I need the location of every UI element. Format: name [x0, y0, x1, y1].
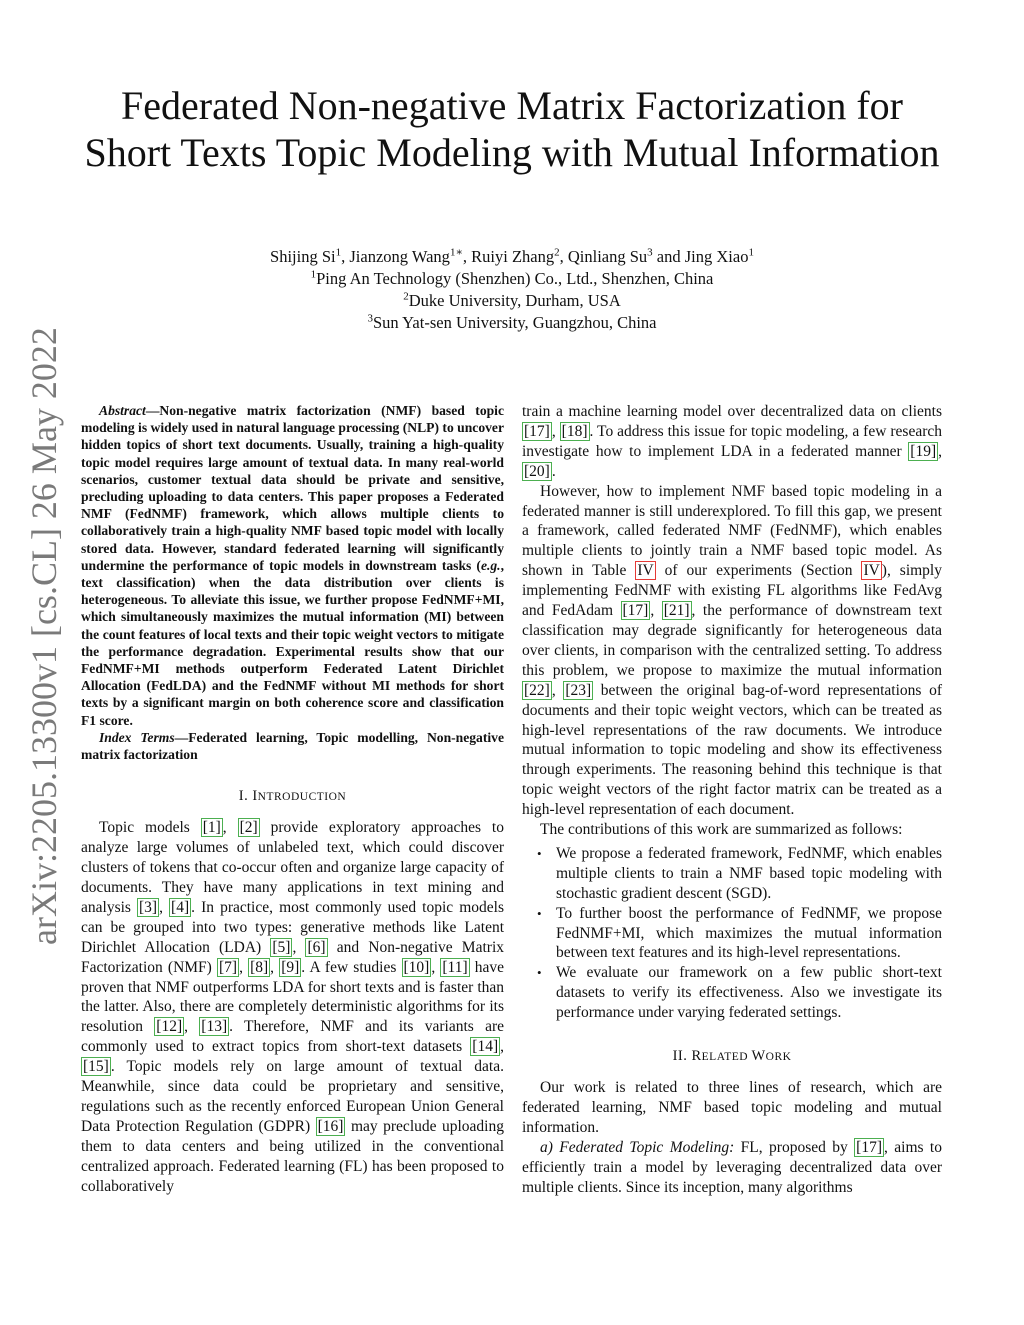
- section-number: II. R: [672, 1048, 702, 1065]
- author-name: , Qinliang Su: [559, 247, 648, 266]
- paragraph: [522, 1138, 942, 1198]
- affiliation-sup: 1: [310, 268, 317, 281]
- citation-link[interactable]: [17]: [524, 422, 550, 440]
- text: ,: [222, 819, 238, 837]
- section-number: I. I: [238, 788, 258, 805]
- text: ,: [650, 602, 662, 620]
- affiliation-text: Duke University, Durham, USA: [408, 291, 621, 310]
- list-item-text: We evaluate our framework on a few public short-text datasets to verify its effectiveness. Also we investigate its performance under varying federated settings.: [556, 964, 942, 1022]
- text: provide exploratory approaches to analyze large volumes of unlabeled text, which could discover clusters of tokens that co-occur often and organize large capacity of documents. They have many applications in text mining and analysis: [81, 819, 504, 916]
- author-name: , Jianzong Wang: [341, 247, 450, 266]
- list-item: [537, 844, 942, 904]
- citation-link[interactable]: [18]: [561, 422, 588, 440]
- text: ,: [270, 958, 280, 976]
- text: , the performance of downstream text classification may degrade significantly for heterogeneous data over clients, in comparison with the centralized setting. To address this problem, we propose to maximize the mutual information: [522, 602, 943, 679]
- author-sup: 3: [647, 246, 653, 259]
- text: have proven that NMF outperforms LDA for short texts and is faster than the latter. Also, there are completely deterministic algorithms for its resolution: [81, 958, 505, 1036]
- author-block: [80, 246, 944, 334]
- text: Topic models: [99, 819, 201, 837]
- text: ), simply implementing FedNMF with existing FL algorithms like FedAvg and FedAdam: [522, 562, 942, 620]
- list-item-text: We propose a federated framework, FedNMF, which enables multiple clients to train a NMF based topic modeling with stochastic gradient descent (SGD).: [556, 844, 942, 902]
- left-column: [81, 402, 504, 1196]
- citation-link[interactable]: [21]: [663, 602, 690, 620]
- bullet-icon: •: [537, 905, 542, 921]
- text: ,: [938, 442, 942, 460]
- citation-link[interactable]: [20]: [524, 462, 550, 480]
- text: . Topic models rely on large amount of textual data. Meanwhile, since data could be proprietary and sensitive, regulations such as the recently enforced European Union General Data Protection Regulation (GDPR): [81, 1058, 504, 1135]
- section-title: ORK: [765, 1051, 792, 1064]
- list-item-text: To further boost the performance of FedNMF, we propose FedNMF+MI, which maximizes the mutual information between text features and its high-level representations.: [556, 904, 942, 962]
- index-terms: [81, 729, 504, 763]
- citation-link[interactable]: [11]: [442, 958, 468, 976]
- citation-link[interactable]: [10]: [403, 958, 430, 976]
- section-heading-related-work: [522, 1047, 942, 1066]
- section-title: NTRODUCTION: [257, 791, 347, 804]
- text: ,: [159, 898, 170, 916]
- text: and Non-negative Matrix Factorization (NMF): [81, 938, 504, 976]
- text: .: [551, 462, 556, 480]
- right-column: [522, 402, 942, 1198]
- abstract-text: —Non-negative matrix factorization (NMF) based topic modeling is widely used in natural language processing (NLP) to uncover hidden topics of short text documents. Usually, training a high-quality topic model requires large amount of textual data. In many real-world scenarios, customer textual data should be private and sensitive, precluding uploading to data centers. This paper proposes a Federated NMF (FedNMF) framework, which allows multiple clients to collaboratively train a high-quality NMF based topic model with locally stored data. However, standard federated learning will significantly undermine the performance of topic models in downstream tasks (: [81, 403, 504, 573]
- abstract-text: , text classification) when the data distribution over clients is heterogeneous. To alleviate this issue, we further propose FedNMF+MI, which simultaneously maximizes the mutual information (MI) between the count features of local texts and their topic weight vectors to mitigate the performance degradation. Experimental results show that our FedNMF+MI methods outperform Federated Latent Dirichlet Allocation (FedLDA) and the FedNMF without MI methods for short texts by a significant margin on both coherence score and classification F1 score.: [81, 557, 504, 728]
- citation-link[interactable]: [19]: [910, 442, 937, 460]
- section-title: ELATED: [701, 1051, 752, 1064]
- text: ,: [551, 681, 564, 699]
- bullet-icon: •: [537, 845, 542, 861]
- table-ref-link[interactable]: IV: [637, 562, 654, 580]
- paper-title: Federated Non-negative Matrix Factorization for Short Texts Topic Modeling with Mutual Information: [84, 83, 940, 175]
- text: train a machine learning model over decentralized data on clients: [522, 403, 942, 420]
- affiliation: [80, 312, 944, 334]
- affiliation: [80, 268, 944, 290]
- citation-link[interactable]: [6]: [307, 938, 326, 956]
- affiliation-text: Sun Yat-sen University, Guangzhou, China: [372, 313, 657, 332]
- affiliation: [80, 290, 944, 312]
- bullet-icon: •: [537, 965, 542, 981]
- citation-link[interactable]: [23]: [565, 681, 592, 699]
- abstract-eg: e.g.: [480, 557, 501, 573]
- text: . To address this issue for topic modeling, a few research investigate how to implement LDA in a federated manner: [522, 422, 942, 460]
- citation-link[interactable]: [15]: [83, 1058, 109, 1076]
- paragraph: [522, 402, 942, 482]
- text: ,: [239, 958, 249, 976]
- author-name: Shijing Si: [270, 247, 336, 266]
- citation-link[interactable]: [4]: [171, 898, 190, 916]
- abstract: [81, 402, 504, 729]
- text: ,: [500, 1038, 504, 1056]
- citation-link[interactable]: [2]: [239, 819, 258, 837]
- list-item: [537, 904, 942, 964]
- affiliation-sup: 3: [367, 312, 373, 325]
- citation-link[interactable]: [9]: [281, 958, 300, 976]
- paragraph: The contributions of this work are summarized as follows:: [540, 821, 903, 839]
- citation-link[interactable]: [17]: [856, 1138, 882, 1156]
- author-sup: 1: [335, 246, 342, 259]
- author-line: [80, 246, 944, 268]
- citation-link[interactable]: [7]: [218, 958, 238, 976]
- subsection-heading: a) Federated Topic Modeling:: [540, 1138, 735, 1156]
- paragraph: Our work is related to three lines of research, which are federated learning, NMF based topic modeling and mutual information.: [522, 1079, 942, 1136]
- list-item: [537, 963, 942, 1023]
- citation-link[interactable]: [14]: [472, 1038, 499, 1056]
- section-ref-link[interactable]: IV: [863, 562, 880, 580]
- affiliation-sup: 2: [403, 290, 409, 303]
- text: between the original bag-of-word representations of documents and their topic weight vectors, which can be treated as high-level representations of the raw documents. We introduce mutual information to topic modeling and show its effectiveness through experiments. The reasoning behind this technique is that topic weight vectors of the right factor matrix can be treated as a high-level representation of each document.: [522, 681, 942, 819]
- citation-link[interactable]: [17]: [622, 602, 649, 620]
- text: may preclude uploading them to data centers and being utilized in the conventional centralized approach. Federated learning (FL) has been proposed to collaboratively: [81, 1117, 504, 1195]
- index-terms-text: —Federated learning, Topic modelling, Non-negative matrix factorization: [81, 729, 504, 763]
- text: ,: [551, 422, 560, 440]
- section-heading-introduction: [81, 787, 504, 806]
- paragraph: [522, 482, 942, 820]
- text: . Therefore, NMF and its variants are commonly used to extract topics from short-text datasets: [81, 1018, 505, 1056]
- citation-link[interactable]: [1]: [202, 819, 221, 837]
- abstract-label: Abstract: [99, 403, 146, 418]
- author-sup: 1∗: [449, 246, 463, 259]
- section-title: W: [751, 1048, 766, 1065]
- affiliation-text: Ping An Technology (Shenzhen) Co., Ltd., Shenzhen, China: [316, 269, 714, 288]
- author-name: , Ruiyi Zhang: [462, 247, 555, 266]
- author-name: and Jing Xiao: [652, 247, 749, 266]
- text: ,: [184, 1018, 200, 1036]
- citation-link[interactable]: [16]: [317, 1117, 344, 1135]
- text: FL, proposed by: [734, 1138, 855, 1156]
- text: . In practice, most commonly used topic models can be grouped into two types: generative methods like Latent Dirichlet Allocation (LDA): [81, 898, 504, 956]
- text: of our experiments (Section: [655, 562, 862, 580]
- text: , aims to efficiently train a model by leveraging decentralized data over multiple clients. Since its inception, many algorithms: [522, 1138, 942, 1196]
- author-sup: 2: [554, 246, 560, 259]
- citation-link[interactable]: [22]: [524, 681, 550, 699]
- intro-paragraph: [81, 818, 504, 1196]
- text: ,: [431, 958, 441, 976]
- contribution-list: [522, 844, 942, 1023]
- author-sup: 1: [748, 246, 754, 259]
- text: ,: [292, 938, 306, 956]
- citation-link[interactable]: [13]: [201, 1018, 228, 1036]
- index-terms-label: Index Terms: [99, 729, 175, 745]
- citation-link[interactable]: [12]: [156, 1018, 183, 1036]
- text: However, how to implement NMF based topic modeling in a federated manner is still underexplored. To fill this gap, we present a framework, called federated NMF (FedNMF), which enables multiple clients to jointly train a NMF based topic model. As shown in Table: [522, 482, 942, 580]
- citation-link[interactable]: [5]: [272, 938, 291, 956]
- citation-link[interactable]: [8]: [250, 958, 269, 976]
- citation-link[interactable]: [3]: [139, 898, 158, 916]
- arxiv-stamp: arXiv:2205.13300v1 [cs.CL] 26 May 2022: [24, 327, 64, 945]
- text: . A few studies: [301, 958, 402, 976]
